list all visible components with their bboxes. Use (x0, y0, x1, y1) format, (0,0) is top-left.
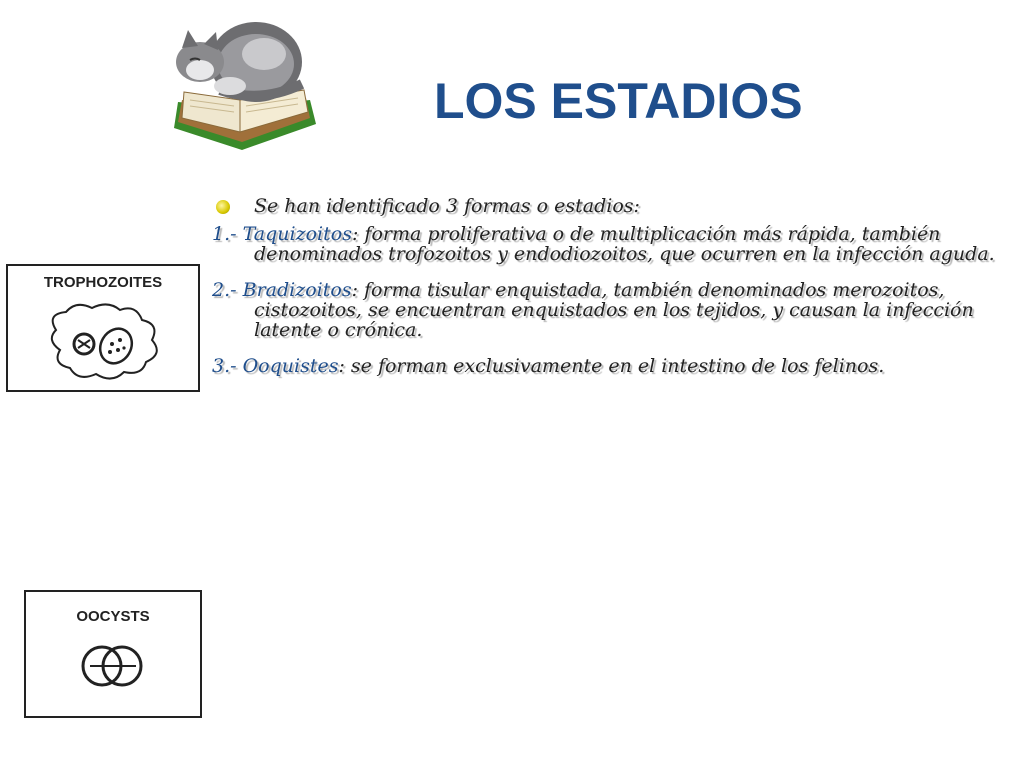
cat-on-book-icon (160, 4, 320, 160)
list-item (212, 356, 1002, 376)
slide-title: LOS ESTADIOS (434, 73, 803, 129)
item-term: Taquizoitos (242, 223, 352, 245)
item-text: : forma proliferativa o de multiplicación más rápida, también denominados trofozoitos y endodiozoitos, que ocurren en la infección aguda. (254, 223, 995, 265)
oocysts-label: OOCYSTS (76, 608, 150, 625)
item-number: 3.- (212, 355, 237, 377)
trophozoites-figure (6, 264, 200, 392)
intro-text: Se han identificado 3 formas o estadios: (254, 195, 640, 217)
list-item (212, 224, 1002, 264)
item-text: : forma tisular enquistada, también denominados merozoitos, cistozoitos, se encuentran enquistados en los tejidos, y causan la infección latente o crónica. (254, 279, 974, 341)
trophozoites-label: TROPHOZOITES (43, 274, 163, 291)
oocyst-icon (78, 638, 148, 692)
trophozoite-cell-icon (38, 300, 168, 384)
bullet-dot-icon (216, 200, 230, 214)
item-term: Ooquistes (242, 355, 339, 377)
item-text: : se forman exclusivamente en el intestino de los felinos. (338, 355, 885, 377)
item-number: 2.- (212, 279, 237, 301)
item-number: 1.- (212, 223, 237, 245)
intro-bullet (212, 196, 1002, 216)
oocysts-figure (24, 590, 202, 718)
item-term: Bradizoitos (242, 279, 352, 301)
slide-content (212, 196, 1002, 392)
list-item (212, 280, 1002, 340)
